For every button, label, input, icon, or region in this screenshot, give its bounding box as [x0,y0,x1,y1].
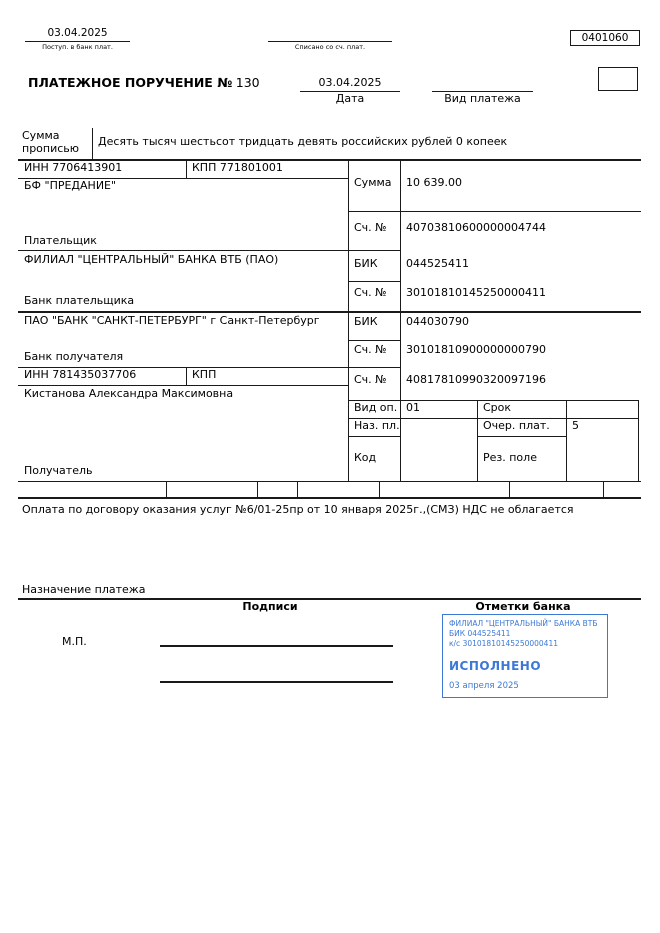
payee-bank-bik: 044030790 [406,315,469,328]
divider-line [186,159,187,178]
divider-line [400,159,401,481]
payer-inn: ИНН 7706413901 [24,161,123,174]
payee-bank-account-label: Сч. № [354,343,387,356]
divider-line [268,41,392,42]
payer-bank-account-label: Сч. № [354,286,387,299]
payer-bank-bik-label: БИК [354,257,378,270]
divider-line [348,436,400,437]
reserve-field-label: Рез. поле [483,451,537,464]
stamp-corr-account: к/с 30101810145250000411 [449,639,558,649]
divider-line [477,436,566,437]
payee-label: Получатель [24,464,93,477]
payer-name: БФ "ПРЕДАНИЕ" [24,179,117,192]
payee-bank-name: ПАО "БАНК "САНКТ-ПЕТЕРБУРГ" г Санкт-Петербург [24,314,320,327]
payee-bank-account: 30101810900000000790 [406,343,546,356]
form-code-box [570,30,640,46]
payer-bank-bik: 044525411 [406,257,469,270]
divider-line [18,481,641,482]
stamp-bik: БИК 044525411 [449,629,511,639]
divider-line [186,367,187,385]
divider-line [18,250,400,251]
divider-line [92,128,93,159]
divider-line [18,385,348,386]
divider-line [348,211,641,212]
amount-words-value: Десять тысяч шестьсот тридцать девять российских рублей 0 копеек [98,135,508,148]
payee-account: 40817810990320097196 [406,373,546,386]
payer-bank-name: ФИЛИАЛ "ЦЕНТРАЛЬНЫЙ" БАНКА ВТБ (ПАО) [24,253,279,266]
received-in-bank-label: Поступ. в банк плат. [42,43,113,51]
stamp-status: ИСПОЛНЕНО [449,659,542,674]
divider-line [477,400,478,481]
divider-line [257,481,258,497]
date-label: Дата [335,92,365,105]
divider-line [566,400,567,481]
priority-value: 5 [572,419,579,432]
payer-bank-label: Банк плательщика [24,294,135,307]
op-type-label: Вид оп. [354,401,398,414]
signatures-label: Подписи [242,600,298,613]
document-number: 130 [235,75,260,90]
payer-account-label: Сч. № [354,221,387,234]
term-label: Срок [483,401,512,414]
divider-line [297,481,298,497]
payer-kpp: КПП 771801001 [192,161,283,174]
priority-label: Очер. плат. [483,419,550,432]
payee-inn: ИНН 781435037706 [24,368,137,381]
signature-line [160,645,393,647]
divider-line [18,497,641,499]
payee-bank-bik-label: БИК [354,315,378,328]
divider-line [603,481,604,497]
payment-purpose-label: Назначение платежа [22,583,146,596]
document-title: ПЛАТЕЖНОЕ ПОРУЧЕНИЕ № [28,75,233,90]
payer-bank-account: 30101810145250000411 [406,286,546,299]
code-label: Код [354,451,377,464]
divider-line [509,481,510,497]
payee-name: Кистанова Александра Максимовна [24,387,234,400]
purpose-kind-label: Наз. пл. [354,419,400,432]
payee-kpp: КПП [192,368,217,381]
received-in-bank-date: 03.04.2025 [47,27,108,39]
amount-label: Сумма [354,176,392,189]
divider-line [379,481,380,497]
amount-value: 10 639.00 [406,176,462,189]
form-code: 0401060 [581,32,629,44]
payment-type-label: Вид платежа [444,92,521,105]
stamp-place-label: М.П. [62,635,87,648]
bank-stamp [442,614,608,698]
divider-line [348,281,400,282]
debited-from-account-label: Списано со сч. плат. [294,43,366,51]
stamp-date: 03 апреля 2025 [449,680,519,691]
signature-line [160,681,393,683]
divider-line [166,481,167,497]
payer-label: Плательщик [24,234,97,247]
op-type-value: 01 [406,401,420,414]
divider-line [348,159,349,481]
stamp-bank-name: ФИЛИАЛ "ЦЕНТРАЛЬНЫЙ" БАНКА ВТБ [449,619,598,628]
payment-type-box [598,67,638,91]
payee-bank-label: Банк получателя [24,350,124,363]
payee-account-label: Сч. № [354,373,387,386]
divider-line [348,340,400,341]
amount-words-label: Сумма прописью [22,129,80,155]
payment-purpose-text: Оплата по договору оказания услуг №6/01-25пр от 10 января 2025г.,(СМЗ) НДС не облагается [22,503,574,516]
bank-marks-label: Отметки банка [475,600,571,613]
divider-line [25,41,130,42]
divider-line [638,400,639,481]
divider-line [18,311,641,313]
payer-account: 40703810600000004744 [406,221,546,234]
document-date: 03.04.2025 [318,76,382,89]
